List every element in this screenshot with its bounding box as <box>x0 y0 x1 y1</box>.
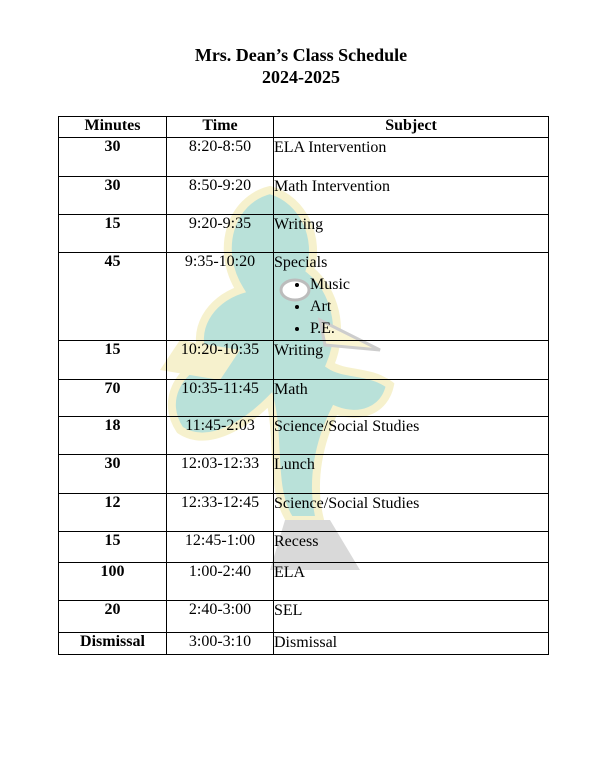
minutes-cell: 30 <box>59 138 167 177</box>
table-row <box>59 494 549 532</box>
subject-cell: ELA <box>274 563 549 601</box>
minutes-cell: 30 <box>59 177 167 215</box>
subject-cell: Recess <box>274 532 549 563</box>
minutes-cell: 20 <box>59 601 167 633</box>
subject-cell: Writing <box>274 215 549 253</box>
time-cell: 9:20-9:35 <box>167 215 274 253</box>
table-row <box>59 633 549 655</box>
time-cell: 2:40-3:00 <box>167 601 274 633</box>
column-header-time: Time <box>167 117 274 138</box>
subject-cell: SEL <box>274 601 549 633</box>
schedule-table <box>58 116 549 655</box>
minutes-cell: 15 <box>59 341 167 380</box>
table-row <box>59 417 549 455</box>
subject-label: Specials <box>274 254 328 271</box>
subject-cell: ELA Intervention <box>274 138 549 177</box>
school-year: 2024-2025 <box>262 67 340 87</box>
subject-cell: Lunch <box>274 455 549 494</box>
table-row <box>59 455 549 494</box>
minutes-cell: Dismissal <box>59 633 167 655</box>
table-row <box>59 563 549 601</box>
table-row <box>59 341 549 380</box>
list-item: • Music <box>310 274 548 296</box>
subject-cell: Dismissal <box>274 633 549 655</box>
time-cell: 12:33-12:45 <box>167 494 274 532</box>
time-cell: 9:35-10:20 <box>167 253 274 341</box>
minutes-cell: 12 <box>59 494 167 532</box>
list-item: • P.E. <box>310 318 548 340</box>
time-cell: 10:35-11:45 <box>167 380 274 417</box>
subject-cell <box>274 253 549 341</box>
subject-cell: Science/Social Studies <box>274 494 549 532</box>
minutes-cell: 45 <box>59 253 167 341</box>
time-cell: 10:20-10:35 <box>167 341 274 380</box>
minutes-cell: 15 <box>59 532 167 563</box>
time-cell: 11:45-2:03 <box>167 417 274 455</box>
subject-cell: Writing <box>274 341 549 380</box>
page-title <box>0 44 602 88</box>
schedule-title: Mrs. Dean’s Class Schedule <box>194 45 408 65</box>
time-cell: 3:00-3:10 <box>167 633 274 655</box>
table-row <box>59 177 549 215</box>
subject-cell: Math <box>274 380 549 417</box>
table-row <box>59 380 549 417</box>
table-row <box>59 215 549 253</box>
time-cell: 8:20-8:50 <box>167 138 274 177</box>
subject-cell: Science/Social Studies <box>274 417 549 455</box>
subject-cell: Math Intervention <box>274 177 549 215</box>
minutes-cell: 30 <box>59 455 167 494</box>
minutes-cell: 18 <box>59 417 167 455</box>
column-header-subject: Subject <box>274 117 549 138</box>
specials-list <box>274 274 548 340</box>
table-row <box>59 532 549 563</box>
table-header-row <box>59 117 549 138</box>
time-cell: 12:45-1:00 <box>167 532 274 563</box>
table-row <box>59 138 549 177</box>
minutes-cell: 15 <box>59 215 167 253</box>
list-item: • Art <box>310 296 548 318</box>
table-row <box>59 601 549 633</box>
time-cell: 1:00-2:40 <box>167 563 274 601</box>
table-row <box>59 253 549 341</box>
time-cell: 8:50-9:20 <box>167 177 274 215</box>
column-header-minutes: Minutes <box>59 117 167 138</box>
time-cell: 12:03-12:33 <box>167 455 274 494</box>
minutes-cell: 100 <box>59 563 167 601</box>
minutes-cell: 70 <box>59 380 167 417</box>
